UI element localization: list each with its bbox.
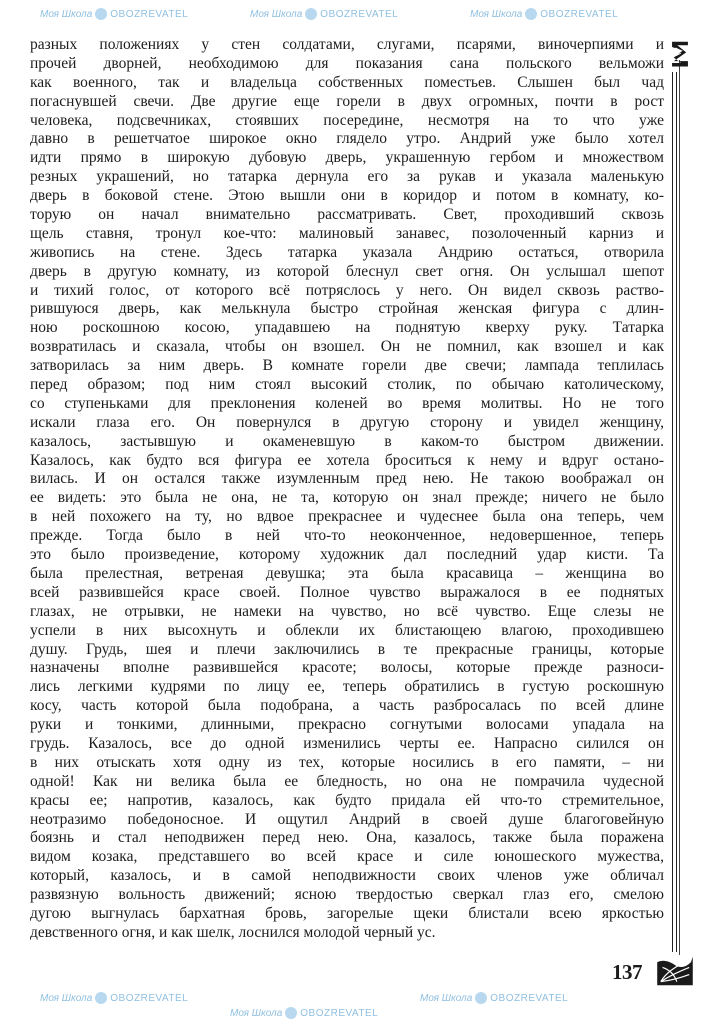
- watermark-school-text: Моя Школа: [40, 9, 93, 20]
- text-line: была прелестная, ветреная девушка; эта была красавица – женщина во: [30, 564, 664, 582]
- watermark-school-text: Моя Школа: [470, 9, 523, 20]
- watermark-brand-text: OBOZREVATEL: [320, 9, 399, 20]
- text-line: разных положениях у стен солдатами, слугами, псарями, виночерпиями и: [30, 36, 664, 53]
- text-line: в ней похожего на ту, но вдвое прекраснее и чудеснее была она теперь, чем: [30, 508, 664, 526]
- text-line: человека, подсвечниках, стоявших посередине, несмотря на то что уже: [30, 111, 664, 129]
- text-line: Казалось, как будто вся фигура ее хотела броситься к нему и вдруг остано-: [30, 451, 664, 469]
- text-line: как военного, так и владельца собственных поместьев. Слышен был чад: [30, 73, 664, 91]
- text-line: вилась. И он остался также изумленным пред нею. Не такою воображал он: [30, 470, 664, 488]
- obozrevatel-logo-icon: [95, 8, 107, 20]
- text-line: идти прямо в широкую дубовую дверь, украшенную гербом и множеством: [30, 149, 664, 167]
- page-number: 137: [612, 960, 642, 984]
- page-border-thin-line: [679, 60, 680, 955]
- text-line: боязнь и стал неподвижен перед нею. Она, казалось, также была поражена: [30, 829, 664, 847]
- watermark: [40, 992, 188, 1006]
- text-line: и тихий голос, от которого всё потряслось у него. Он видел сквозь раство-: [30, 281, 664, 299]
- text-line: давно в решетчатое широкое окно глядело утро. Андрий уже было хотел: [30, 130, 664, 148]
- text-line: успели в них высохнуть и облекли их блистающею влагою, проходившею: [30, 621, 664, 639]
- obozrevatel-logo-icon: [305, 8, 317, 20]
- obozrevatel-logo-icon: [525, 8, 537, 20]
- text-line: видом козака, представшего во всей красе и силе юношеского мужества,: [30, 848, 664, 866]
- text-line: перед образом; под ним стоял высокий столик, по обычаю католическому,: [30, 376, 664, 394]
- watermark-brand-text: OBOZREVATEL: [110, 9, 189, 20]
- text-line: красы ее; напротив, казалось, как будто придала ей что-то стремительное,: [30, 791, 664, 809]
- text-line: прежде. Тогда было в ней что-то неоконченное, недовершенное, теперь: [30, 527, 664, 545]
- watermark: [420, 992, 568, 1006]
- text-line: дверь в боковой стене. Этою вышли они в коридор и потом в комнату, ко-: [30, 187, 664, 205]
- text-line: развязную вольность движений; ясною твердостью сверкал глаз его, смелою: [30, 886, 664, 904]
- text-line: душу. Грудь, шея и плечи заключились в те прекрасные границы, которые: [30, 640, 664, 658]
- text-line: прочей дворней, необходимою для показания сана польского вельможи: [30, 54, 664, 72]
- watermark-brand-text: OBOZREVATEL: [540, 9, 619, 20]
- text-line: затворилась за ним дверь. В комнате горели две свечи; лампада теплилась: [30, 357, 664, 375]
- text-line: который, казалось, и в самой неподвижности своих членов уже обличал: [30, 867, 664, 885]
- text-line: казалось, застывшую и окаменевшую в каком-то быстром движении.: [30, 432, 664, 450]
- text-line: торую он начал внимательно рассматривать. Свет, проходивший сквозь: [30, 206, 664, 224]
- text-line: резных украшений, но татарка дернула его за рукав и указала маленькую: [30, 168, 664, 186]
- watermark-brand-text: OBOZREVATEL: [300, 1008, 379, 1019]
- watermark-school-text: Моя Школа: [230, 1008, 283, 1019]
- text-line: одной! Как ни велика была ее бледность, но она не помрачила чудесной: [30, 772, 664, 790]
- text-line: рившуюся дверь, как мелькнула быстро стройная женская фигура с длин-: [30, 300, 664, 318]
- watermark-school-text: Моя Школа: [250, 9, 303, 20]
- fan-ornament-icon: [655, 955, 695, 987]
- text-line: грудь. Казалось, все до одной изменились черты ее. Напрасно силился он: [30, 734, 664, 752]
- text-line: возвратилась и сказала, чтобы он взошел. Он не помнил, как взошел и как: [30, 338, 664, 356]
- text-line: живопись на стене. Здесь татарка указала Андрию остаться, отворила: [30, 243, 664, 261]
- text-line: глазах, не отрывки, не намеки на чувство, но всё чувство. Еще слезы не: [30, 602, 664, 620]
- text-line: погаснувшей свечи. Две другие еще горели в двух огромных, почти в рост: [30, 92, 664, 110]
- page-text: [30, 36, 664, 943]
- watermark-brand-text: OBOZREVATEL: [490, 993, 569, 1004]
- text-line: неотразимо победоносное. И ощутил Андрий в своей душе благоговейную: [30, 810, 664, 828]
- text-line: руки и тонкими, длинными, прекрасно согнутыми волосами упадала на: [30, 716, 664, 734]
- watermark: [40, 8, 188, 22]
- text-line: ною роскошною косою, упадавшею на поднятую кверху руку. Татарка: [30, 319, 664, 337]
- text-line: это было произведение, которому художник дал последний удар кисти. Та: [30, 546, 664, 564]
- text-line: всей развившейся красе своей. Полное чувство выражалося в ее поднятых: [30, 583, 664, 601]
- text-line: назначены вполне развившейся красоте; волосы, которые прежде разноси-: [30, 659, 664, 677]
- text-line: дверь в другую комнату, из которой блеснул свет огня. Он услышал шепот: [30, 262, 664, 280]
- corner-ornament-icon: [669, 40, 691, 70]
- watermark: [470, 8, 618, 22]
- watermark-school-text: Моя Школа: [40, 993, 93, 1004]
- obozrevatel-logo-icon: [95, 992, 107, 1004]
- text-line: со ступеньками для преклонения коленей во время молитвы. Но не того: [30, 394, 664, 412]
- watermark: [230, 1007, 378, 1021]
- text-line: дугою выгнулась бархатная бровь, загорелые щеки блистали всею яркостью: [30, 904, 664, 922]
- watermark: [250, 8, 398, 22]
- obozrevatel-logo-icon: [475, 992, 487, 1004]
- text-line: щель ставня, тронул кое-что: малиновый занавес, позолоченный карниз и: [30, 224, 664, 242]
- text-line: девственного огня, и как шелк, лоснился молодой черный ус.: [30, 923, 436, 941]
- text-line: ее видеть: это была не она, не та, которую он знал прежде; ничего не было: [30, 489, 664, 507]
- text-line: искали глаза его. Он повернулся в другую сторону и увидел женщину,: [30, 413, 664, 431]
- obozrevatel-logo-icon: [285, 1007, 297, 1019]
- text-line: косу, часть которой была подобрана, а часть разбросалась по всей длине: [30, 697, 664, 715]
- watermark-brand-text: OBOZREVATEL: [110, 993, 189, 1004]
- watermark-school-text: Моя Школа: [420, 993, 473, 1004]
- page-border-line: [672, 72, 677, 952]
- text-line: в них отыскать хотя одну из тех, которые носились в его памяти, – ни: [30, 753, 664, 771]
- text-line: лись легкими кудрями по лицу ее, теперь обратились в густую роскошную: [30, 678, 664, 696]
